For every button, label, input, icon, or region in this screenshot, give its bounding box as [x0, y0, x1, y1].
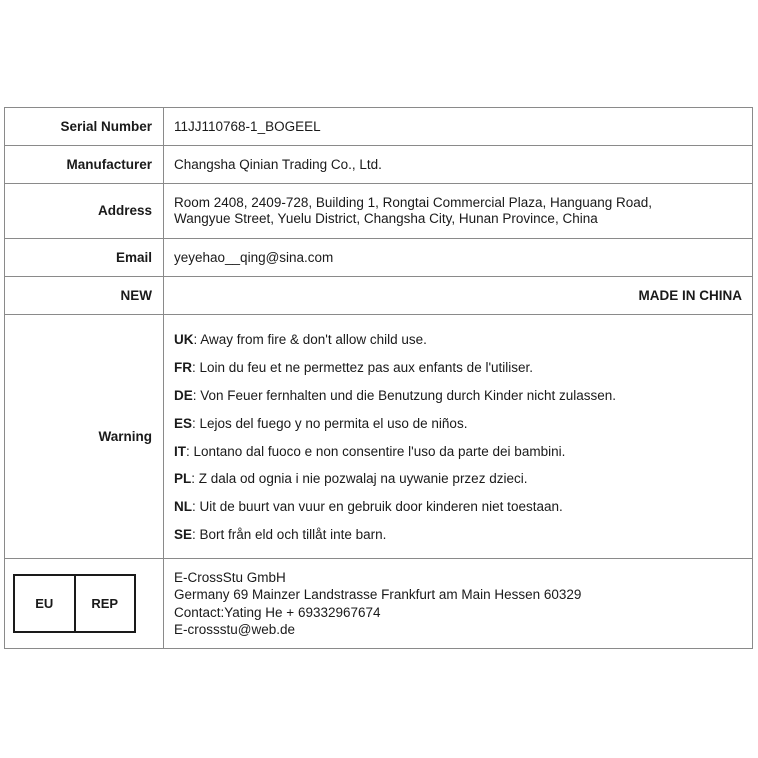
warning-item-pl	[174, 465, 742, 493]
warning-lang-code: PL	[174, 471, 192, 487]
warning-item-de	[174, 382, 742, 410]
warning-lang-code: FR	[174, 360, 192, 376]
eu-rep-symbol-eu: EU	[35, 595, 54, 611]
warning-lang-code: UK	[174, 332, 194, 348]
condition-row	[5, 277, 753, 315]
warning-value	[164, 315, 753, 559]
warning-label: Warning	[5, 315, 164, 559]
warning-lang-code: SE	[174, 526, 193, 542]
warning-text: : Von Feuer fernhalten und die Benutzung durch Kinder nicht zulassen.	[192, 387, 617, 403]
address-line-1: Room 2408, 2409-728, Building 1, Rongtai Commercial Plaza, Hanguang Road,	[174, 195, 653, 210]
warning-item-it	[174, 438, 742, 466]
serial-number-row	[5, 108, 753, 146]
warning-list	[174, 324, 742, 548]
warning-lang-code: ES	[174, 415, 193, 431]
address-line-2: Wangyue Street, Yuelu District, Changsha City, Hunan Province, China	[174, 211, 598, 226]
warning-lang-code: IT	[174, 443, 186, 459]
eu-rep-symbol-cell	[5, 559, 164, 649]
warning-item-nl	[174, 493, 742, 521]
manufacturer-value: Changsha Qinian Trading Co., Ltd.	[164, 146, 753, 184]
warning-row	[5, 315, 753, 559]
eu-rep-email: E-crossstu@web.de	[174, 622, 295, 637]
warning-item-fr	[174, 354, 742, 382]
warning-text: : Loin du feu et ne permettez pas aux enfants de l'utiliser.	[192, 360, 534, 376]
address-label: Address	[5, 184, 164, 239]
warning-text: : Z dala od ognia i nie pozwalaj na uywanie przez dzieci.	[191, 471, 528, 487]
origin-value: MADE IN CHINA	[164, 277, 753, 315]
address-value	[164, 184, 753, 239]
warning-lang-code: DE	[174, 387, 193, 403]
eu-rep-details	[164, 559, 753, 649]
email-row	[5, 239, 753, 277]
warning-item-se	[174, 521, 742, 549]
warning-lang-code: NL	[174, 499, 192, 515]
eu-rep-contact: Contact:Yating He + 69332967674	[174, 604, 381, 620]
product-label-table	[4, 107, 753, 649]
eu-rep-company: E-CrossStu GmbH	[174, 569, 286, 585]
manufacturer-label: Manufacturer	[5, 146, 164, 184]
warning-text: : Away from fire & don't allow child use.	[193, 332, 427, 348]
serial-number-value: 11JJ110768-1_BOGEEL	[164, 108, 753, 146]
warning-text: : Lejos del fuego y no permita el uso de niños.	[192, 415, 468, 431]
eu-representative-row	[5, 559, 753, 649]
eu-rep-address: Germany 69 Mainzer Landstrasse Frankfurt am Main Hessen 60329	[174, 587, 582, 602]
eu-rep-symbol-rep: REP	[74, 576, 135, 631]
email-value: yeyehao__qing@sina.com	[164, 239, 753, 277]
warning-item-es	[174, 410, 742, 438]
warning-text: : Lontano dal fuoco e non consentire l'uso da parte dei bambini.	[186, 443, 566, 459]
warning-text: : Uit de buurt van vuur en gebruik door kinderen niet toestaan.	[192, 499, 563, 515]
condition-label: NEW	[5, 277, 164, 315]
email-label: Email	[5, 239, 164, 277]
manufacturer-row	[5, 146, 753, 184]
address-row	[5, 184, 753, 239]
serial-number-label: Serial Number	[5, 108, 164, 146]
eu-rep-symbol	[13, 574, 136, 633]
warning-text: : Bort från eld och tillåt inte barn.	[192, 526, 387, 542]
warning-item-uk	[174, 326, 742, 354]
